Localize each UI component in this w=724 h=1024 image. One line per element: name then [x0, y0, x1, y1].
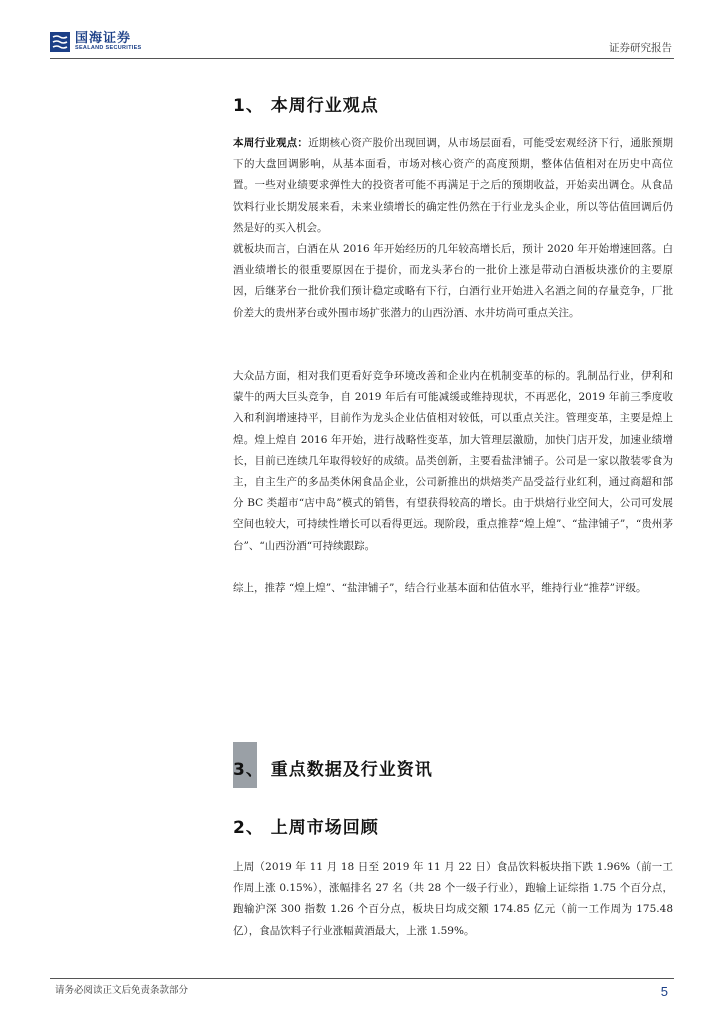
page-number: 5 — [660, 984, 668, 999]
paragraph-industry-view — [233, 133, 673, 239]
header-divider — [50, 58, 674, 59]
footer-divider — [50, 978, 674, 979]
sealand-logo-icon — [50, 32, 70, 52]
company-logo — [50, 32, 142, 52]
paragraph-lead-label: 本周行业观点： — [233, 137, 309, 149]
paragraph-mass-consumer: 大众品方面，相对我们更看好竞争环境改善和企业内在机制变革的标的。乳制品行业，伊利和蒙牛的两大巨头竞争，自 2019 年后有可能减缓或维持现状，不再恶化，2019 年前三季度收入和利润增速持平，目前作为龙头企业估值相对较低，可以重点关注。管理变革，主要是煌上煌。煌上煌自 2016 年开始，进行战略性变革，加大管理层激励，加快门店开发，加速业绩增长，目前已连续几年取得较好的成绩。品类创新，主要看盐津铺子。公司是一家以散装零食为主，自主生产的多品类休闲食品企业，公司新推出的烘焙类产品受益行业红利，通过商超和部分 BC 类超市“店中岛”模式的销售，有望获得较高的增长。由于烘焙行业空间大，公司可发展空间也较大，可持续性增长可以看得更远。现阶段，重点推荐“煌上煌”、“盐津铺子”，“贵州茅台”、“山西汾酒“可持续跟踪。 — [233, 370, 673, 552]
page-header — [0, 0, 724, 70]
logo-chinese-name: 国海证券 — [75, 31, 132, 46]
paragraph-baijiu: 就板块而言，白酒在从 2016 年开始经历的几年较高增长后，预计 2020 年开始增速回落。白酒业绩增长的很重要原因在于提价，而龙头茅台的一批价上涨是带动白酒板块涨价的主要原因，后继茅台一批价我们预计稳定或略有下行，白酒行业开始进入名酒之间的存量竞争，厂批价差大的贵州茅台或外围市场扩张潜力的山西汾酒、水井坊尚可重点关注。 — [233, 243, 673, 319]
document-type-label: 证券研究报告 — [609, 42, 672, 54]
paragraph-text: 近期核心资产股价出现回调，从市场层面看，可能受宏观经济下行，通胀预期下的大盘回调影响，从基本面看，市场对核心资产的高度预期，整体估值相对在历史中高位置。一些对业绩要求弹性大的投资者可能不再满足于之后的预期收益，开始卖出调仓。从食品饮料行业长期发展来看，未来业绩增长的确定性仍然在于行业龙头企业，所以等估值回调后仍然是好的买入机会。 — [233, 137, 674, 234]
paragraph-conclusion: 综上，推荐 “煌上煌”、“盐津铺子”，结合行业基本面和估值水平，维持行业“推荐”评级。 — [233, 582, 647, 594]
section-title-key-data: 3、 重点数据及行业资讯 — [233, 760, 433, 780]
disclaimer-note: 请务必阅读正文后免责条款部分 — [55, 985, 189, 996]
section-title-industry-view: 1、 本周行业观点 — [233, 96, 379, 116]
section-title-market-review: 2、 上周市场回顾 — [233, 818, 379, 838]
logo-english-name: SEALAND SECURITIES — [75, 45, 142, 51]
paragraph-market-review: 上周（2019 年 11 月 18 日至 2019 年 11 月 22 日）食品饮料板块指下跌 1.96%（前一工作周上涨 0.15%），涨幅排名 27 名（共 28 个一级子行业），跑输上证综指 1.75 个百分点，跑输沪深 300 指数 1.26 个百分点，板块日均成交额 174.85 亿元（前一工作周为 175.48 亿），食品饮料子行业涨幅黄酒最大，上涨 1.59%。 — [233, 861, 673, 937]
